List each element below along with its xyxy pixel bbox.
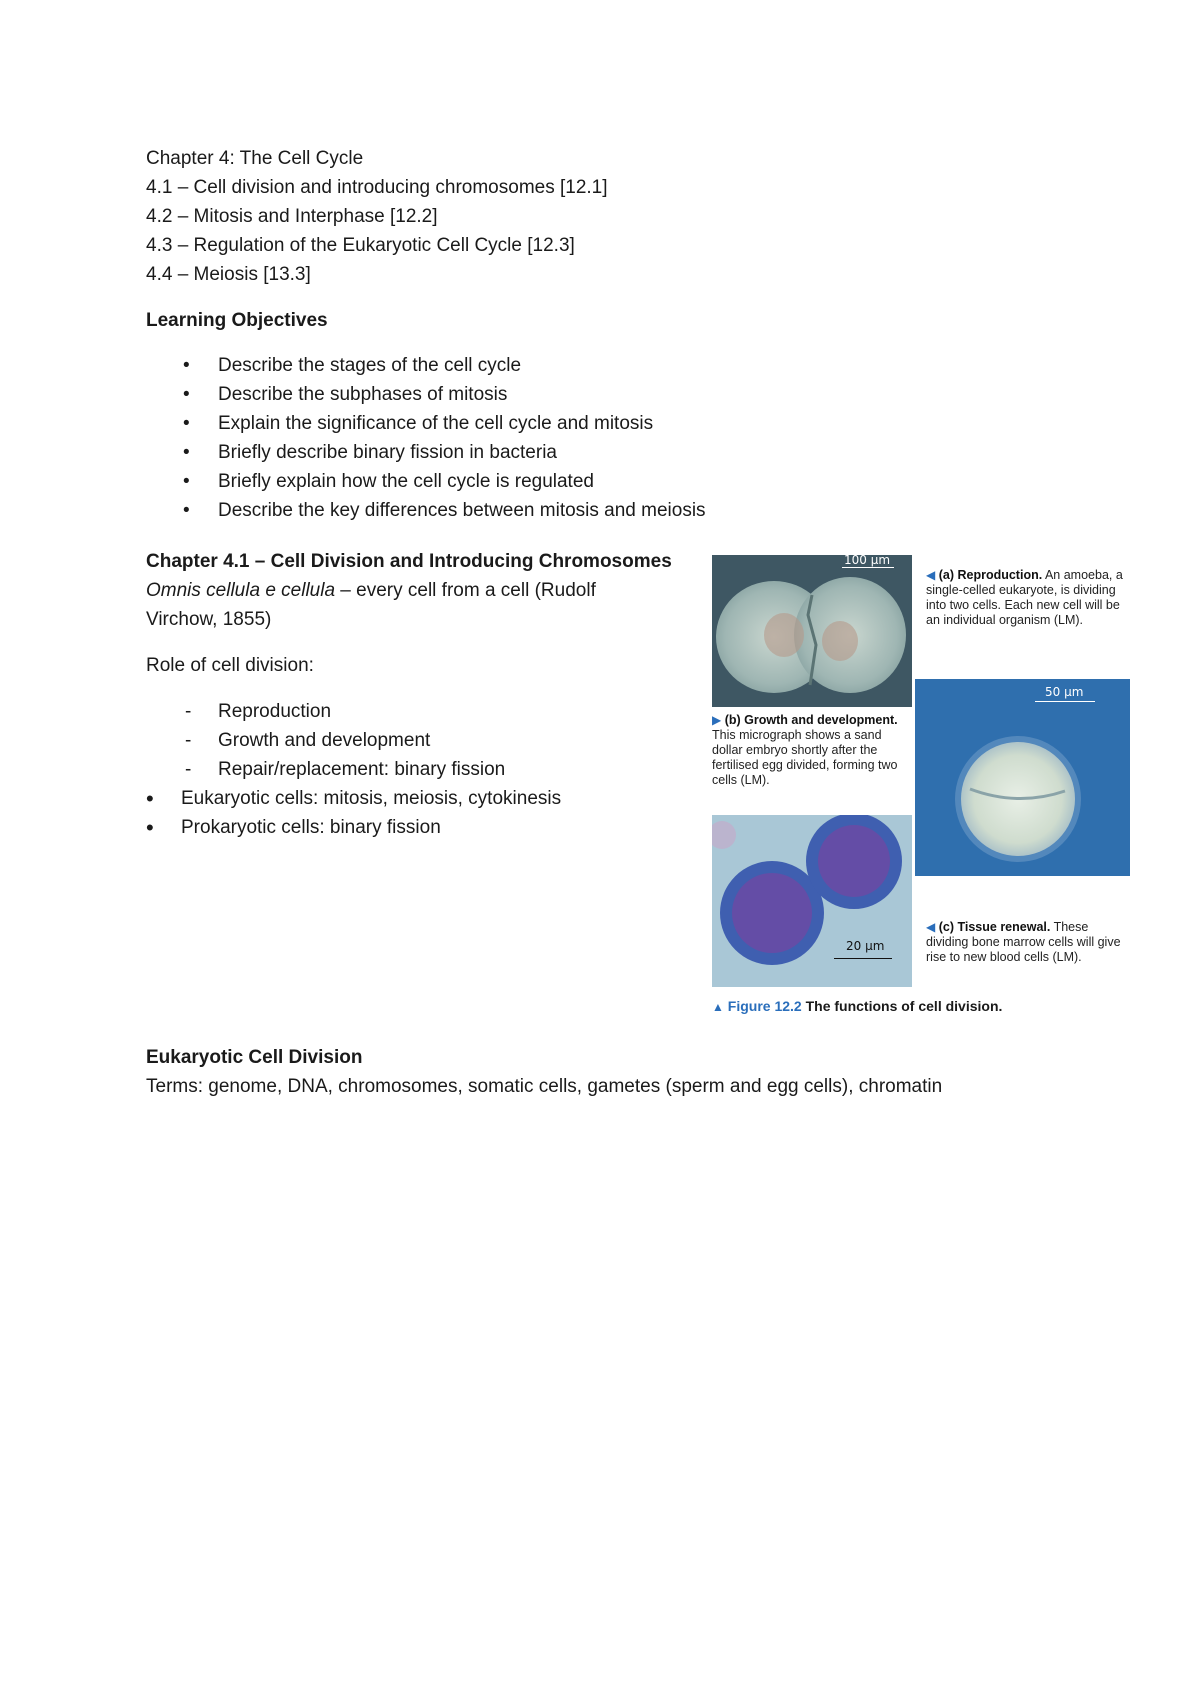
terms-line: Terms: genome, DNA, chromosomes, somatic cells, gametes (sperm and egg cells), chromatin — [146, 1076, 943, 1097]
caption-c-label: (c) Tissue renewal. — [938, 920, 1051, 934]
objective-text: Describe the key differences between mitosis and meiosis — [218, 500, 706, 521]
arrow-right-icon: ▶ — [712, 713, 722, 727]
embryo-micrograph — [915, 679, 1130, 876]
objectives-heading: Learning Objectives — [146, 310, 328, 331]
virchow-quote-line2: Virchow, 1855) — [146, 609, 272, 630]
cell-type-item — [146, 816, 646, 840]
chapter-title: Chapter 4: The Cell Cycle — [146, 148, 364, 169]
bullet-glyph: • — [146, 786, 154, 811]
objective-item — [183, 470, 783, 494]
bone-marrow-micrograph — [712, 815, 912, 987]
objective-item — [183, 354, 783, 378]
cell-type-text: Prokaryotic cells: binary fission — [181, 817, 441, 838]
arrow-left-icon: ◀ — [926, 568, 936, 582]
toc-item-3: 4.3 – Regulation of the Eukaryotic Cell Cycle [12.3] — [146, 235, 575, 256]
objective-text: Briefly describe binary fission in bacteria — [218, 442, 557, 463]
caption-a-text: An amoeba, a single-celled eukaryote, is dividing into two cells. Each new cell will be an individual organism (LM). — [926, 568, 1123, 627]
scale-label-a: 100 µm — [844, 555, 891, 567]
quote-translation: – every cell from a cell (Rudolf — [335, 580, 596, 601]
caption-c-text: These dividing bone marrow cells will give rise to new blood cells (LM). — [926, 920, 1121, 964]
objective-text: Describe the stages of the cell cycle — [218, 355, 522, 376]
amoeba-image — [712, 555, 912, 707]
role-text: Reproduction — [218, 701, 332, 722]
scale-label-b: 50 µm — [1045, 685, 1084, 699]
caption-b-label: (b) Growth and development. — [724, 713, 898, 727]
objective-text: Explain the significance of the cell cycle and mitosis — [218, 413, 654, 434]
embryo-image — [915, 679, 1130, 876]
figure-number: Figure 12.2 — [727, 998, 802, 1014]
role-text: Growth and development — [218, 730, 431, 751]
caption-a-label: (a) Reproduction. — [938, 568, 1043, 582]
dash-glyph: - — [185, 701, 192, 722]
arrow-left-icon: ◀ — [926, 920, 936, 934]
dash-glyph: - — [185, 730, 192, 751]
figure-cell-division — [712, 555, 1132, 1025]
amoeba-micrograph — [712, 555, 912, 707]
caption-b-text: This micrograph shows a sand dollar embryo shortly after the fertilised egg divided, forming two cells (LM). — [712, 728, 898, 787]
bone-marrow-image — [712, 815, 912, 987]
virchow-quote — [146, 579, 596, 603]
role-heading: Role of cell division: — [146, 655, 314, 676]
objective-item — [183, 499, 783, 523]
toc-item-1: 4.1 – Cell division and introducing chromosomes [12.1] — [146, 177, 608, 198]
objective-item — [183, 441, 783, 465]
objective-text: Briefly explain how the cell cycle is regulated — [218, 471, 594, 492]
cell-type-text: Eukaryotic cells: mitosis, meiosis, cytokinesis — [181, 788, 562, 809]
section-heading: Chapter 4.1 – Cell Division and Introducing Chromosomes — [146, 551, 672, 572]
toc-item-2: 4.2 – Mitosis and Interphase [12.2] — [146, 206, 438, 227]
role-text: Repair/replacement: binary fission — [218, 759, 506, 780]
dash-glyph: - — [185, 759, 192, 780]
bullet-glyph: • — [183, 471, 190, 492]
bullet-glyph: • — [183, 413, 190, 434]
bullet-glyph: • — [183, 355, 190, 376]
scale-bar-b — [1035, 701, 1095, 702]
bullet-glyph: • — [183, 500, 190, 521]
arrow-up-icon: ▲ — [712, 1000, 724, 1014]
toc-item-4: 4.4 – Meiosis [13.3] — [146, 264, 311, 285]
role-item — [185, 758, 605, 782]
eukaryotic-heading: Eukaryotic Cell Division — [146, 1047, 363, 1068]
caption-b — [712, 713, 907, 788]
caption-a — [926, 568, 1131, 628]
scale-label-c: 20 µm — [846, 939, 885, 953]
bullet-glyph: • — [183, 384, 190, 405]
objective-item — [183, 412, 783, 436]
figure-title: The functions of cell division. — [801, 998, 1003, 1014]
objective-text: Describe the subphases of mitosis — [218, 384, 508, 405]
bullet-glyph: • — [183, 442, 190, 463]
scale-bar-a — [842, 567, 894, 568]
bullet-glyph: • — [146, 815, 154, 840]
caption-c — [926, 920, 1131, 965]
objective-item — [183, 383, 783, 407]
latin-phrase: Omnis cellula e cellula — [146, 580, 336, 601]
cell-type-item — [146, 787, 646, 811]
figure-caption — [712, 998, 1002, 1014]
role-item — [185, 729, 605, 753]
role-item — [185, 700, 605, 724]
scale-bar-c — [834, 958, 892, 959]
